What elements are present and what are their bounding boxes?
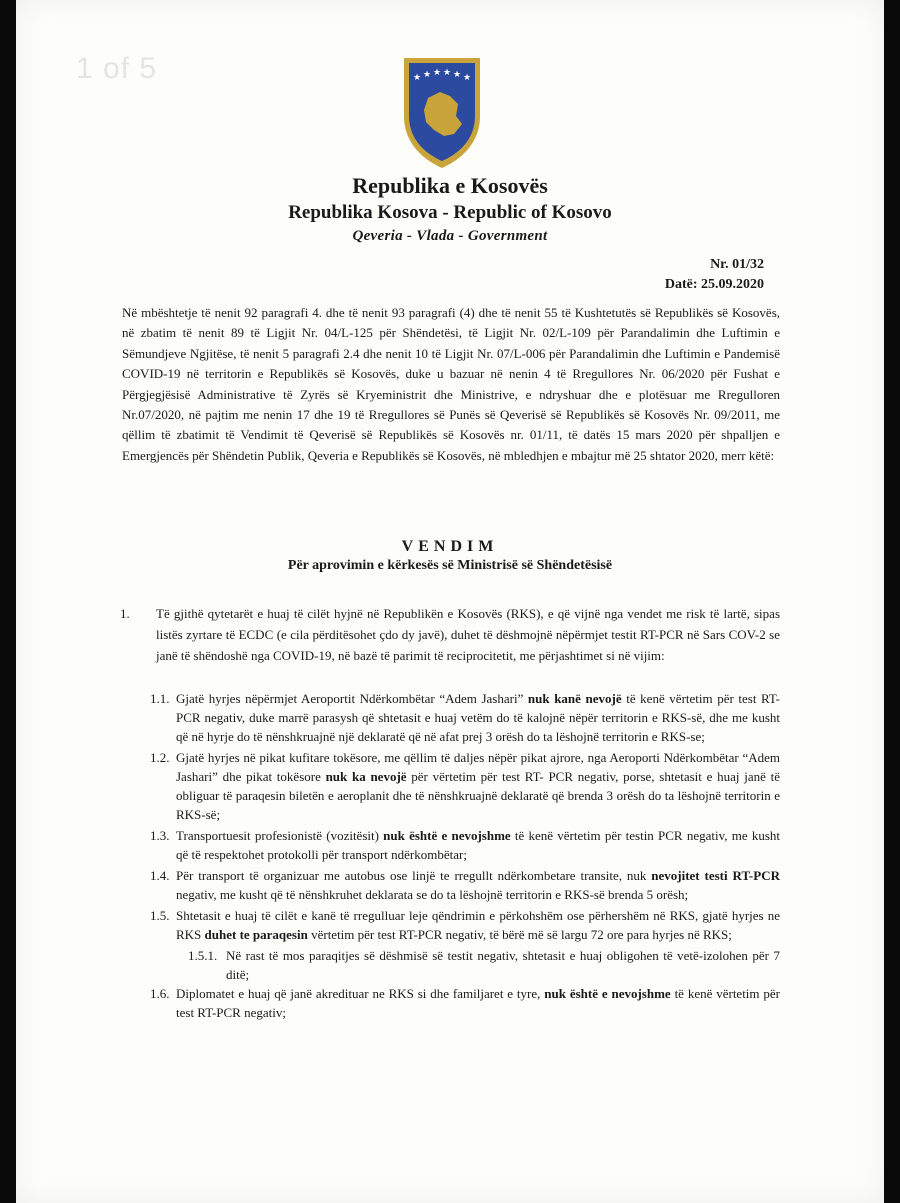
exception-emphasis: duhet te paraqesin [204,927,308,942]
exception-text-rest: të kenë vërtetim për test RT-PCR negativ; [176,986,780,1020]
header-government: Qeveria - Vlada - Government [352,228,548,244]
exceptions-list [150,689,780,1024]
document-date: Datë: 25.09.2020 [664,277,764,292]
exception-number: 1.2. [150,750,170,765]
decision-item-1 [120,603,780,666]
svg-text:★: ★ [452,70,462,80]
exception-text-rest: të kenë vërtetim për testin PCR negativ, me kusht që të respektohet protokolli për transport ndërkombëtar; [176,828,780,862]
exception-text-rest: për vërtetim për test RT- PCR negativ, porse, shtetasit e huaj janë të obliguar të paraqesin biletën e aeroplanit dhe të nënshkruajnë deklaratë që brenda 3 orësh do ta lëshojnë territorin e RKS-së; [176,769,780,822]
svg-text:★: ★ [432,68,442,78]
document-number: Nr. 01/32 [710,257,764,272]
exception-item-1-1 [150,689,780,746]
exception-text-rest: të kenë vërtetim për test RT-PCR negativ, duke marrë parasysh që shtetasit e huaj vetëm do të kalojnë nëpër territorin e RKS-së, dhe me kusht që në hyrje do të nënshkruajnë një deklaratë që në afat prej 3 orësh do ta lëshojnë territorin e RKS-se; [176,691,780,744]
exception-text-rest: negativ, me kusht që të nënshkruhet deklarata se do ta lëshojnë territorin e RKS-së brenda 5 orësh; [176,887,689,902]
kosovo-coat-of-arms-icon [400,54,484,172]
svg-text:★: ★ [462,73,472,83]
exception-number: 1.6. [150,986,170,1001]
decision-subtitle: Për aprovimin e kërkesës së Ministrisë së Shëndetësisë [287,558,613,573]
preamble-paragraph: Në mbështetje të nenit 92 paragrafi 4. dhe të nenit 93 paragrafi (4) dhe të nenit 55 të Kushtetutës së Republikës së Kosovës, në zbatim të nenit 89 të Ligjit Nr. 04/L-125 për Shëndetësi, të Ligjit Nr. 02/L-109 për Parandalimin dhe Luftimin e Sëmundjeve Ngjitëse, të nenit 5 paragrafi 2.4 dhe nenit 10 të Ligjit Nr. 07/L-006 për Parandalimin dhe Luftimin e Pandemisë COVID-19 në territorin e Republikës së Kosovës, duke u bazuar në nenin 4 të Rregullores Nr. 06/2020 për Fushat e Përgjegjësisë Administrative të Zyrës së Kryeministrit dhe Ministrive, e ndryshuar dhe e plotësuar me Rregulloren Nr.07/2020, në pajtim me nenin 17 dhe 19 të Rregullores së Punës së Qeverisë së Republikës së Kosovës Nr. 09/2011, me qëllim të zbatimit të Vendimit të Qeverisë së Republikës së Kosovës nr. 01/11, të datës 15 mars 2020 për shpalljen e Emergjencës për Shëndetin Publik, Qeveria e Republikës së Kosovës, në mbledhjen e mbajtur më 25 shtator 2020, merr këtë: [122,305,780,463]
exception-emphasis: nuk ka nevojë [325,769,407,784]
exception-item-1-2 [150,748,780,824]
sub-exception-text: Në rast të mos paraqitjes së dëshmisë së testit negativ, shtetasit e huaj obligohen të vetë-izolohen për 7 ditë; [226,948,780,982]
exception-text: Transportuesit profesionistë (vozitësit) [176,828,384,843]
exception-number: 1.4. [150,868,170,883]
document-number-block [665,255,764,295]
exception-item-1-6 [150,984,780,1022]
exception-emphasis: nuk është e nevojshme [383,828,511,843]
exception-emphasis: nuk është e nevojshme [544,986,671,1001]
exception-text-rest: vërtetim për test RT-PCR negativ, të bërë më së largu 72 ore para hyrjes në RKS; [307,927,732,942]
item-number: 1. [120,606,130,621]
exception-number: 1.3. [150,828,170,843]
exception-text: Gjatë hyrjes në pikat kufitare tokësore, me qëllim të daljes nëpër pikat ajrore, nga Aeroporti Ndërkombëtar “Adem Jashari” dhe pikat tokësore [176,750,780,784]
exception-text: Shtetasit e huaj të cilët e kanë të rregulluar leje qëndrimin e përkohshëm ose përhershëm në RKS, gjatë hyrjes ne RKS [176,908,780,942]
exception-emphasis: nevojitet testi RT-PCR [651,868,780,883]
exception-emphasis: nuk kanë nevojë [527,691,622,706]
header-republic-albanian: Republika e Kosovës [352,173,548,198]
decision-title: VENDIM [401,538,499,555]
exception-text: Për transport të organizuar me autobus ose linjë te rregullt ndërkombetare transite, nuk [176,868,652,883]
exception-item-1-5-1 [176,946,780,984]
svg-text:★: ★ [422,70,432,80]
exception-item-1-4 [150,866,780,904]
exception-item-1-5 [150,906,780,944]
svg-text:★: ★ [412,73,422,83]
exception-item-1-3 [150,826,780,864]
page-counter: 1 of 5 [76,52,158,85]
exception-text: Diplomatet e huaj që janë akredituar ne RKS si dhe familjaret e tyre, [176,986,545,1001]
exception-text: Gjatë hyrjes nëpërmjet Aeroportit Ndërkombëtar “Adem Jashari” [176,691,528,706]
sub-exception-number: 1.5.1. [188,948,218,963]
exception-number: 1.5. [150,908,170,923]
exception-number: 1.1. [150,691,170,706]
header-republic-serbian-english: Republika Kosova - Republic of Kosovo [288,202,612,223]
item-text: Të gjithë qytetarët e huaj të cilët hyjnë në Republikën e Kosovës (RKS), e që vijnë nga vendet me risk të lartë, sipas listës zyrtare të ECDC (e cila përditësohet çdo dy javë), duhet të dëshmojnë nëpërmjet testit RT-PCR në Sars COV-2 se janë të shëndoshë nga COVID-19, në bazë të parimit të reciprocitetit, me përjashtimet si në vijim: [156,606,780,663]
svg-text:★: ★ [442,68,452,78]
